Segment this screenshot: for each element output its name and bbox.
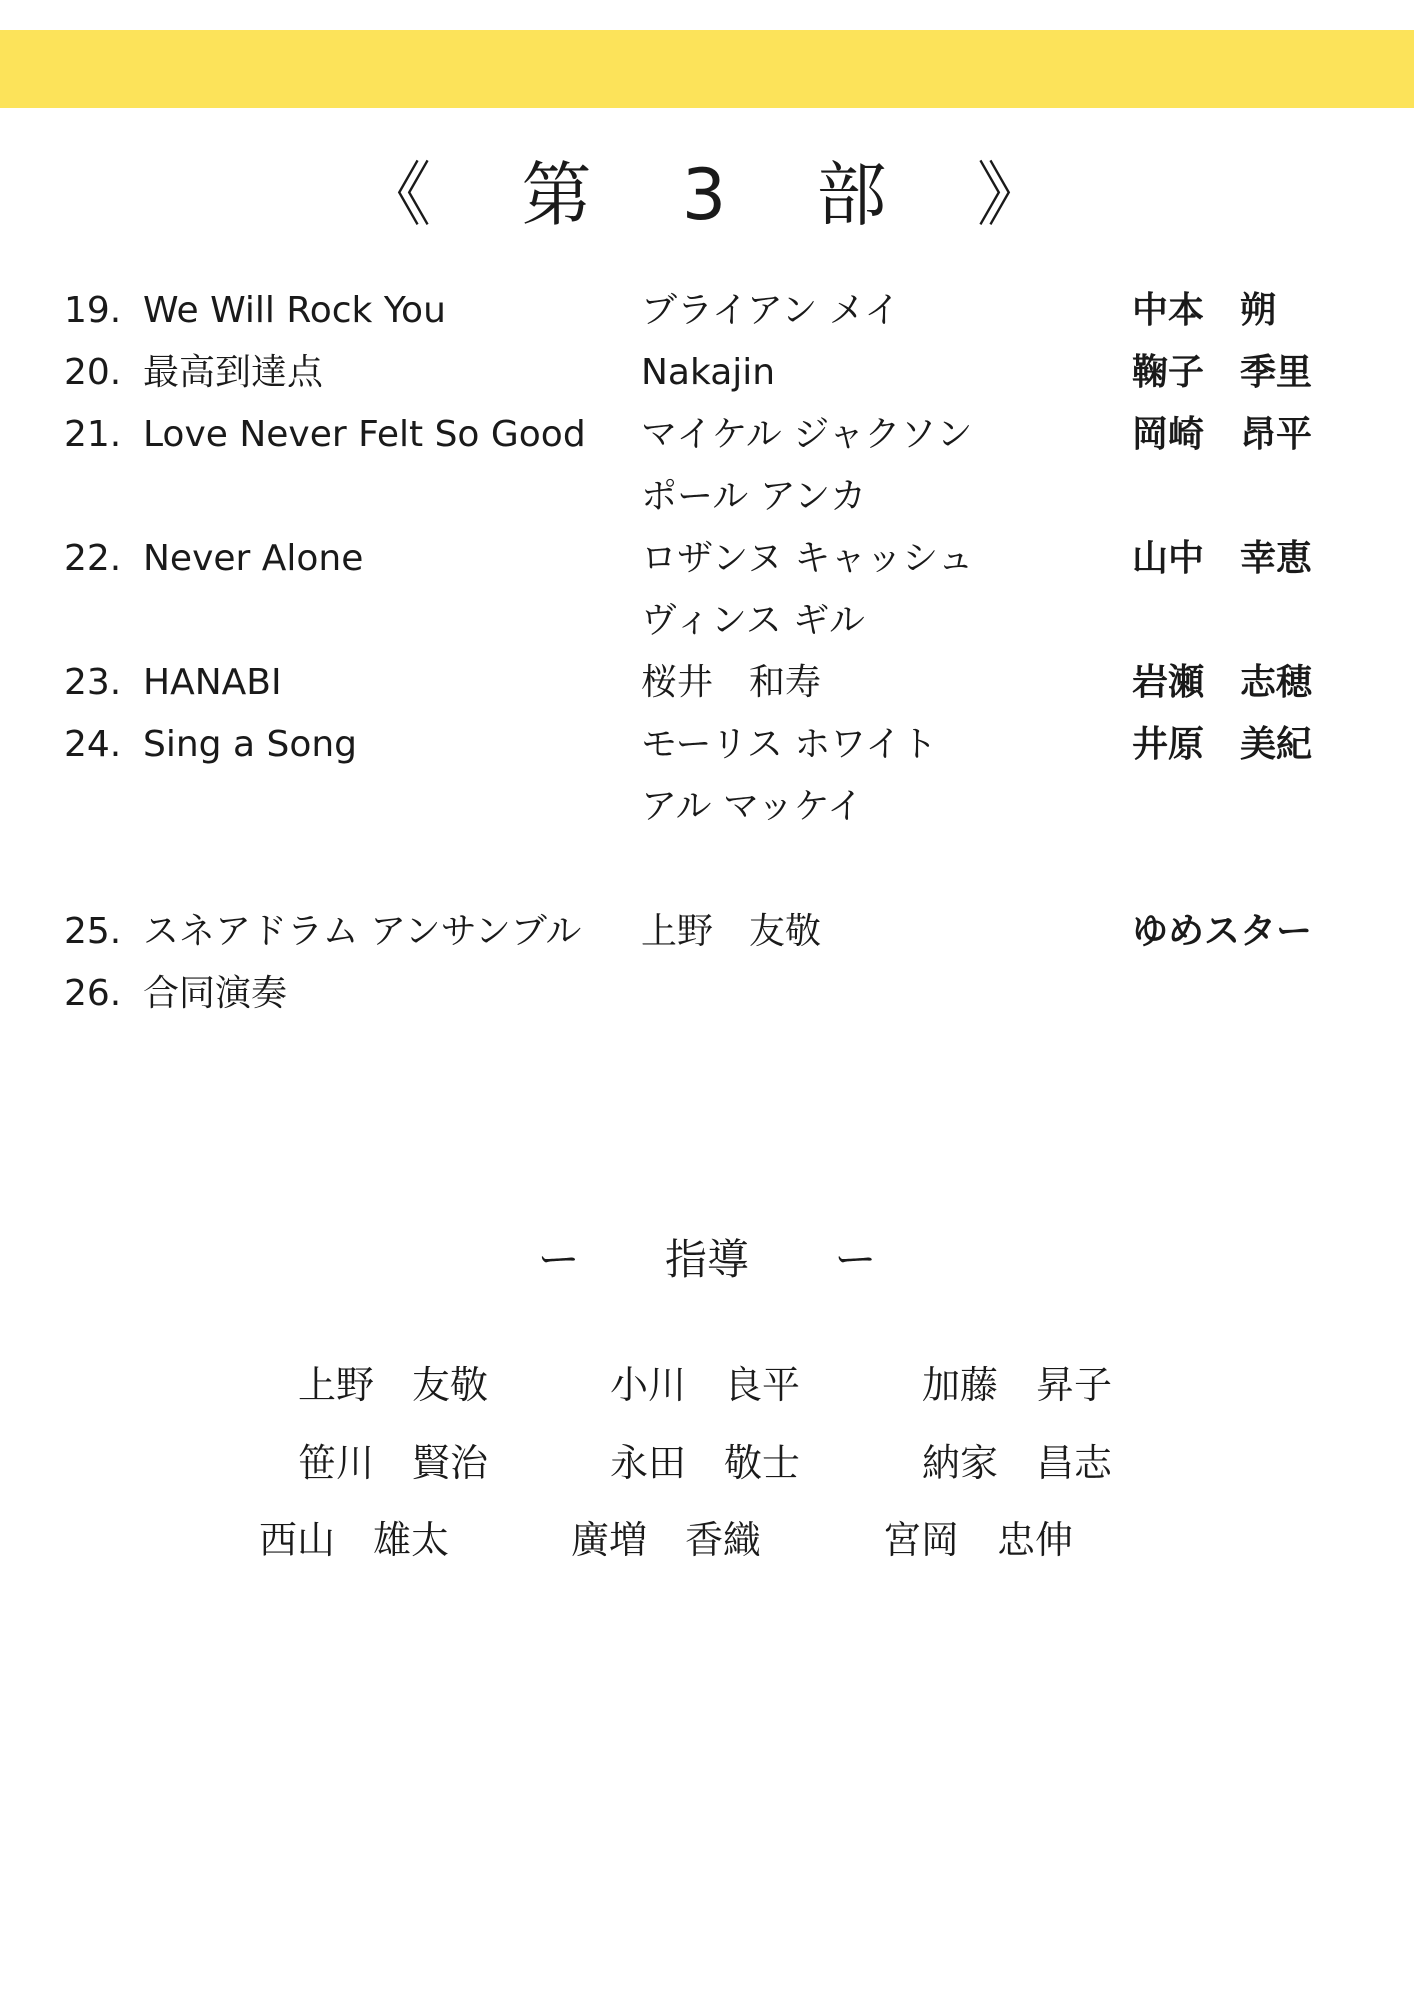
instructor-name: 笹川 賢治 [298, 1441, 489, 1485]
composer: ロザンヌ キャッシュ [641, 538, 974, 579]
program-row-continued [0, 466, 1414, 528]
instructor-row [0, 1355, 1414, 1415]
program-row-continued [0, 590, 1414, 652]
composer: Nakajin [641, 352, 776, 393]
song-title: Love Never Felt So Good [143, 414, 586, 455]
program-row-continued [0, 776, 1414, 838]
guidance-heading [0, 1230, 1414, 1290]
instructor-row [0, 1510, 1414, 1570]
performer: 岩瀬 志穂 [1132, 662, 1313, 703]
top-yellow-bar [0, 30, 1414, 108]
section-label-bu: 部 [816, 154, 893, 236]
program-row [0, 963, 1414, 1025]
program-number: 23. [64, 662, 122, 703]
composer: ブライアン メイ [641, 290, 901, 331]
song-title: Never Alone [143, 538, 364, 579]
composer: ポール アンカ [641, 476, 867, 517]
composer: マイケル ジャクソン [641, 414, 973, 455]
song-title: Sing a Song [143, 724, 358, 765]
composer: 上野 友敬 [641, 911, 822, 952]
program-row [0, 280, 1414, 342]
program-row [0, 404, 1414, 466]
program-number: 26. [64, 973, 122, 1014]
program-number: 21. [64, 414, 122, 455]
section-label-num: 3 [681, 154, 733, 236]
instructor-name: 上野 友敬 [298, 1363, 489, 1407]
performer: 中本 朔 [1132, 290, 1277, 331]
instructor-name: 西山 雄太 [259, 1518, 450, 1562]
instructor-name: 宮岡 忠伸 [883, 1518, 1074, 1562]
section-title [0, 150, 1414, 240]
performer: 山中 幸恵 [1132, 538, 1313, 579]
program-row [0, 714, 1414, 776]
instructor-name: 納家 昌志 [922, 1441, 1113, 1485]
instructor-name: 永田 敬士 [610, 1441, 801, 1485]
program-list [0, 280, 1414, 1025]
song-title: 最高到達点 [143, 352, 324, 393]
instructor-row [0, 1433, 1414, 1493]
guidance-title: 指導 [664, 1235, 749, 1284]
heading-dash-left: ー [537, 1235, 580, 1284]
program-number: 20. [64, 352, 122, 393]
program-row [0, 901, 1414, 963]
instructor-name: 小川 良平 [610, 1363, 801, 1407]
song-title: 合同演奏 [143, 973, 288, 1014]
program-row [0, 342, 1414, 404]
program-number: 22. [64, 538, 122, 579]
performer: 井原 美紀 [1132, 724, 1313, 765]
program-number: 24. [64, 724, 122, 765]
section-bracket-close: 》 [976, 154, 1053, 236]
composer: モーリス ホワイト [641, 724, 938, 765]
program-number: 25. [64, 911, 122, 952]
section-label-dai: 第 [521, 154, 598, 236]
composer: 桜井 和寿 [641, 662, 822, 703]
song-title: HANABI [143, 662, 282, 703]
program-row [0, 528, 1414, 590]
performer: 鞠子 季里 [1132, 352, 1313, 393]
program-spacer [0, 838, 1414, 901]
composer: アル マッケイ [641, 786, 864, 827]
performer: ゆめスター [1132, 911, 1313, 952]
instructor-name: 廣増 香織 [571, 1518, 762, 1562]
instructor-name: 加藤 昇子 [922, 1363, 1113, 1407]
section-bracket-open: 《 [361, 154, 438, 236]
composer: ヴィンス ギル [641, 600, 865, 641]
program-number: 19. [64, 290, 122, 331]
heading-dash-right: ー [834, 1235, 877, 1284]
song-title: スネアドラム アンサンブル [143, 911, 582, 952]
performer: 岡崎 昂平 [1132, 414, 1313, 455]
song-title: We Will Rock You [143, 290, 446, 331]
program-row [0, 652, 1414, 714]
